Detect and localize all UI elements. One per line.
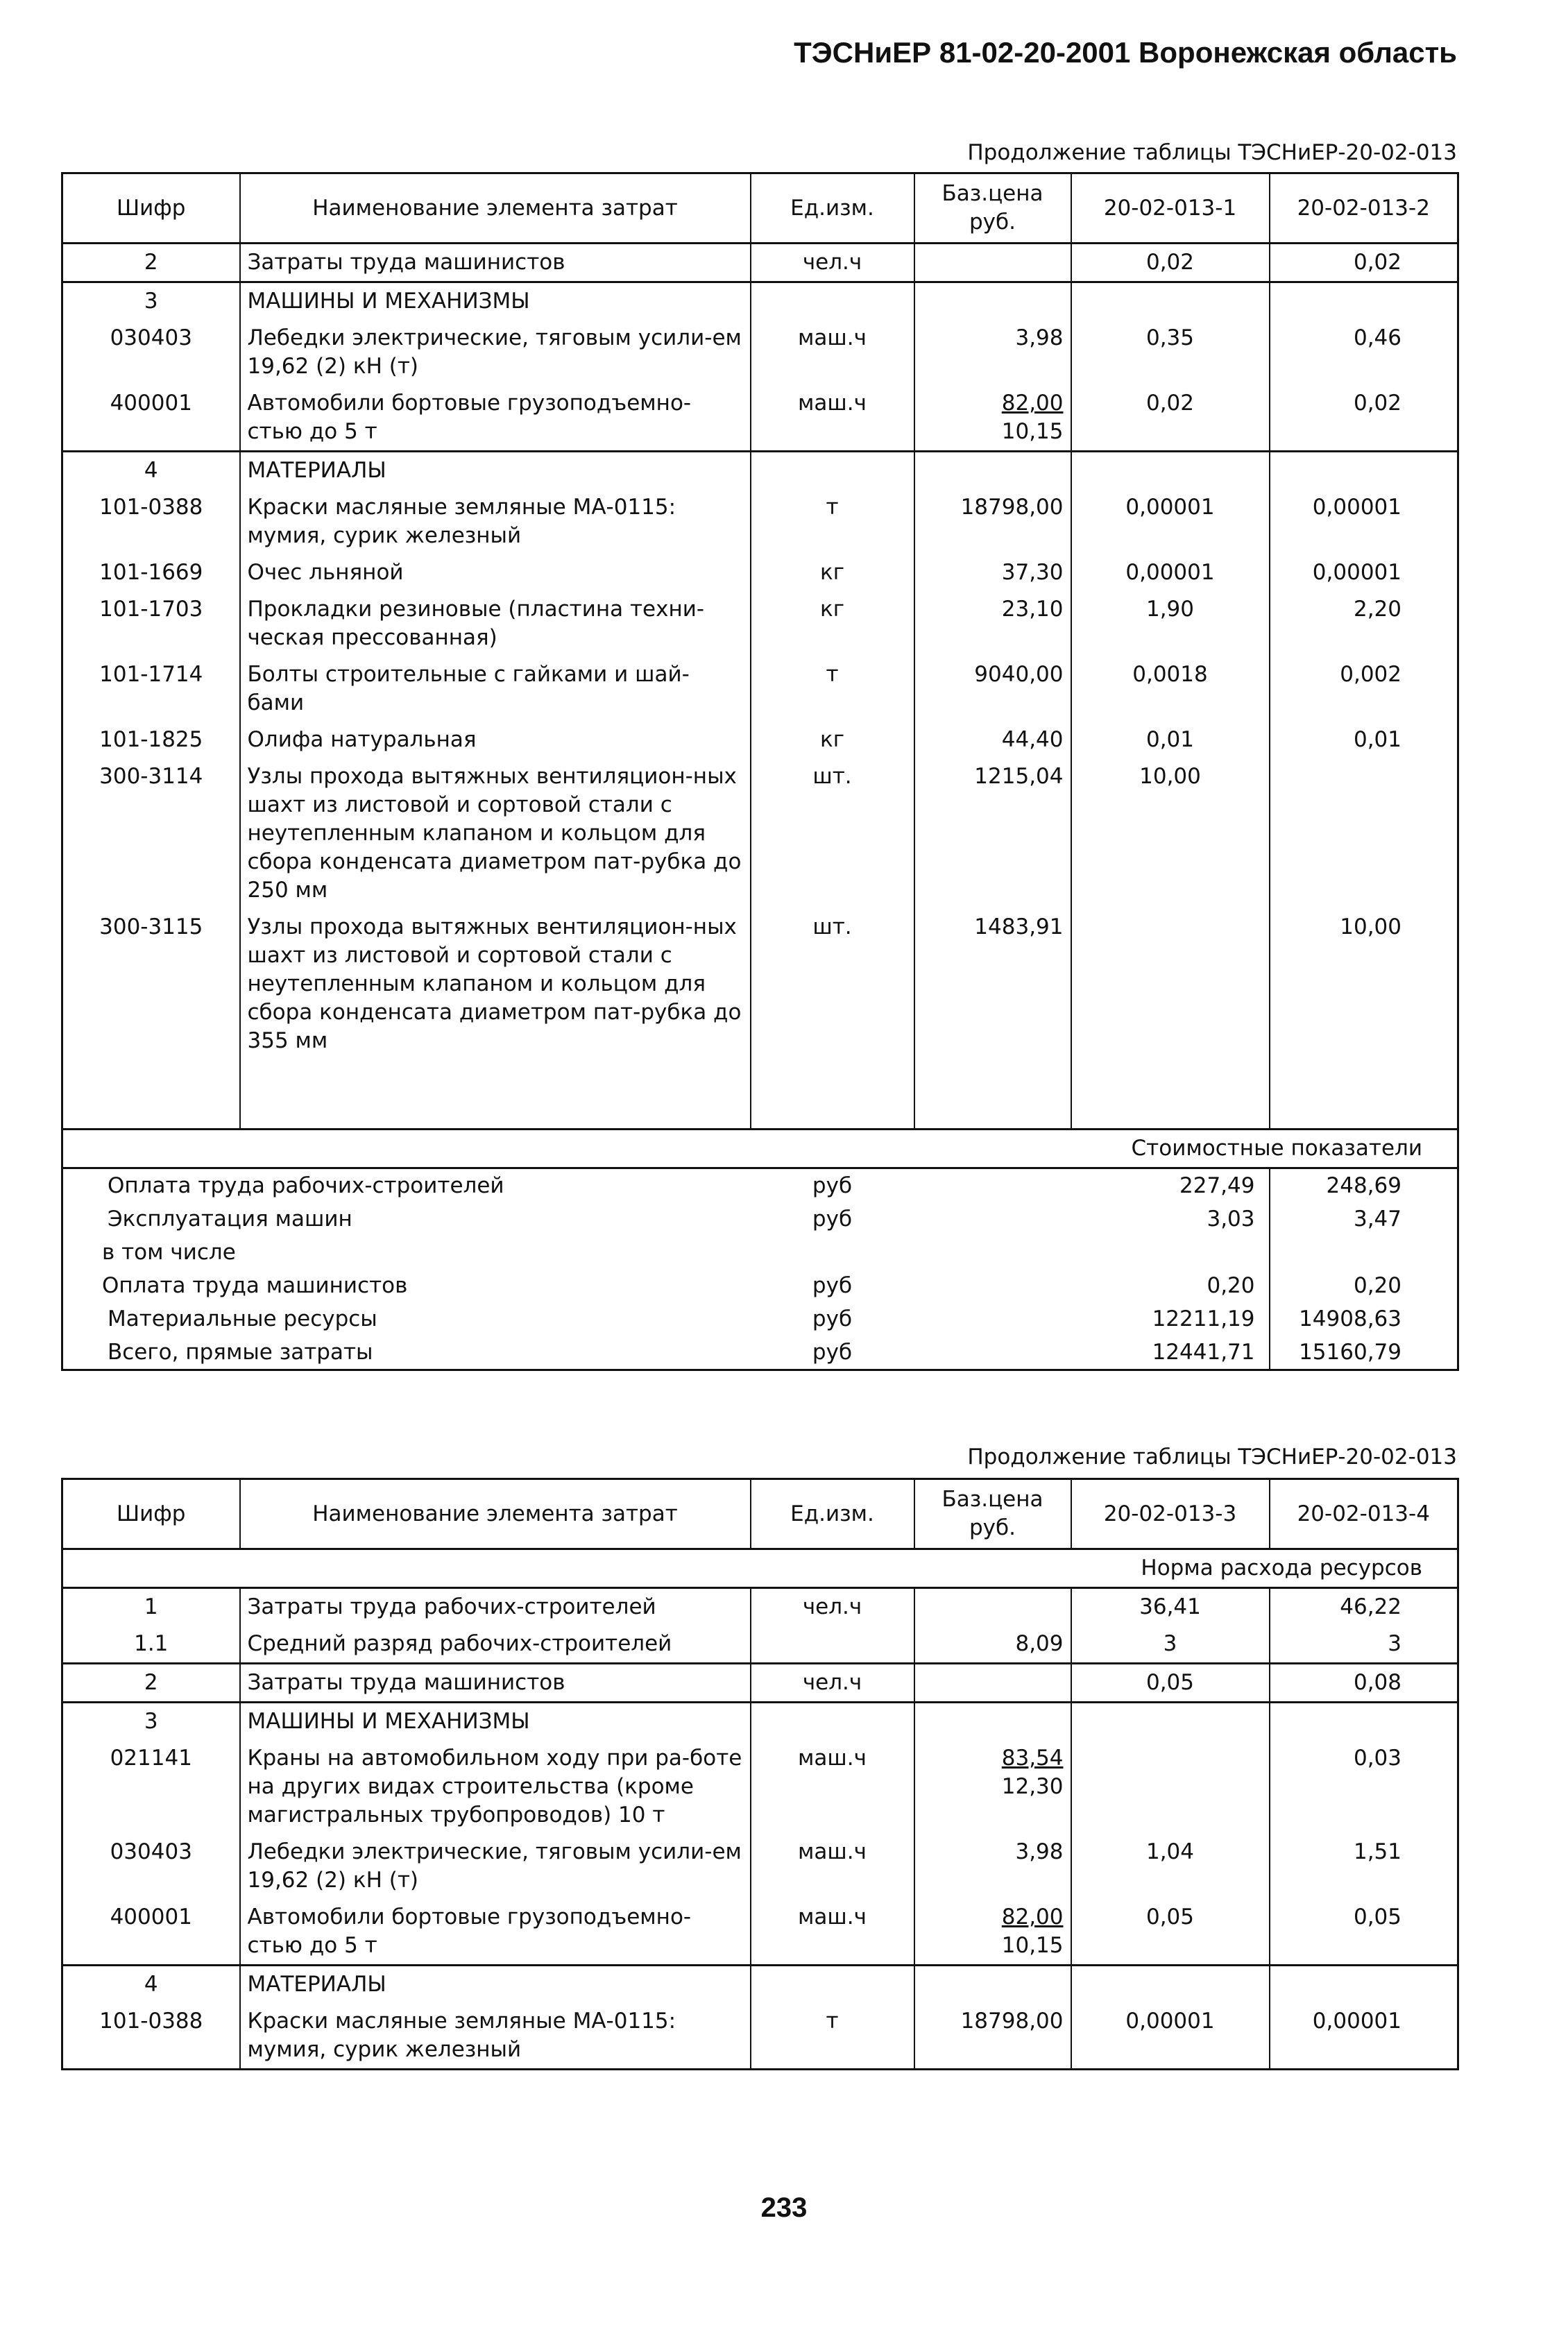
norm-value-1: 0,01 [1071,722,1270,758]
table-row [62,722,1458,758]
summary-row [62,1269,1458,1302]
price-cell [914,722,1071,758]
table-row [62,758,1458,909]
summary-label: Оплата труда машинистов [102,1272,408,1298]
name-cell: Краны на автомобильном ходу при ра-боте на других видах строительства (кроме магистральных трубопроводов) 10 т [240,1740,751,1834]
price-cell [914,385,1071,452]
price-cell [914,1626,1071,1664]
table1-filler-row [62,1059,1458,1129]
norm-value-2: 1,51 [1270,1834,1458,1899]
norm-value-1: 36,41 [1071,1588,1270,1626]
summary-value-1: 0,20 [1207,1272,1255,1298]
unit-cell: чел.ч [751,1588,914,1626]
summary-unit: руб [812,1306,853,1331]
table-row [62,1834,1458,1899]
code-cell: 300-3115 [62,909,240,1059]
cost-indicators-label: Стоимостные показатели [62,1129,1458,1168]
summary-value-2: 0,20 [1270,1269,1458,1302]
table-row [62,1626,1458,1664]
name-cell: Краски масляные земляные МА-0115: мумия, сурик железный [240,2003,751,2070]
name-cell: Узлы прохода вытяжных вентиляцион-ных шахт из листовой и сортовой стали с неутепленным клапаном и кольцом для сбора конденсата диаметром пат-рубка до 355 мм [240,909,751,1059]
summary-value-1 [1071,1236,1270,1269]
price-cell [914,489,1071,554]
unit-cell: шт. [751,758,914,909]
summary-label: Материальные ресурсы [108,1306,377,1331]
norm-value-1: 10,00 [1071,758,1270,909]
table-row [62,489,1458,554]
norm-value-2: 10,00 [1270,909,1458,1059]
norm-value-2: 0,00001 [1270,554,1458,591]
resource-table-1 [61,172,1459,1371]
table2-norm-caption [62,1549,1458,1588]
table2-header-row [62,1479,1458,1549]
norm-value-2: 0,02 [1270,244,1458,282]
summary-value-2: 248,69 [1270,1168,1458,1202]
unit-cell: маш.ч [751,320,914,385]
name-cell: Затраты труда рабочих-строителей [240,1588,751,1626]
summary-empty [914,1336,1071,1370]
norm-value-2: 0,00001 [1270,2003,1458,2070]
price-value: 82,00 [1001,391,1064,416]
price-cell [914,591,1071,656]
unit-cell: кг [751,722,914,758]
unit-cell: чел.ч [751,1664,914,1703]
unit-cell [751,452,914,490]
code-cell: 400001 [62,385,240,452]
price-value: 1483,91 [974,914,1064,939]
summary-label: Всего, прямые затраты [108,1339,373,1365]
code-cell: 030403 [62,320,240,385]
unit-cell: чел.ч [751,244,914,282]
price-value: 3,98 [1015,1839,1064,1864]
table-row [62,554,1458,591]
name-cell: Узлы прохода вытяжных вентиляцион-ных шахт из листовой и сортовой стали с неутепленным клапаном и кольцом для сбора конденсата диаметром пат-рубка до 250 мм [240,758,751,909]
norm-value-1: 0,00001 [1071,554,1270,591]
summary-unit: руб [812,1339,853,1365]
price-value-secondary: 12,30 [1001,1774,1064,1799]
norm-value-1 [1071,1966,1270,2004]
summary-unit: руб [812,1272,853,1298]
unit-cell [751,1966,914,2004]
col-header-price: Баз.цена руб. [914,173,1071,244]
norm-value-2: 46,22 [1270,1588,1458,1626]
table-row [62,320,1458,385]
norm-caption-row [62,1549,1458,1588]
summary-empty [914,1269,1071,1302]
norm-value-1: 0,00001 [1071,489,1270,554]
col-header-unit: Ед.изм. [751,1479,914,1549]
table2-caption: Продолжение таблицы ТЭСНиЕР-20-02-013 [967,1445,1457,1469]
price-cell [914,320,1071,385]
norm-value-2 [1270,1703,1458,1741]
table-row [62,591,1458,656]
summary-label: Оплата труда рабочих-строителей [108,1173,504,1198]
price-value: 9040,00 [974,662,1064,687]
name-cell: МАТЕРИАЛЫ [240,1966,751,2004]
norm-value-1 [1071,282,1270,321]
price-value: 8,09 [1015,1631,1064,1656]
unit-cell: т [751,2003,914,2070]
code-cell: 021141 [62,1740,240,1834]
unit-cell [751,1703,914,1741]
code-cell: 4 [62,452,240,490]
name-cell: Очес льняной [240,554,751,591]
summary-row [62,1168,1458,1202]
price-value: 3,98 [1015,325,1064,350]
price-cell [914,656,1071,722]
name-cell: Автомобили бортовые грузоподъемно-стью до 5 т [240,1899,751,1966]
summary-row [62,1202,1458,1236]
summary-value-2: 15160,79 [1270,1336,1458,1370]
cost-indicators-row [62,1129,1458,1168]
summary-empty [914,1302,1071,1336]
summary-empty [914,1168,1071,1202]
code-cell: 400001 [62,1899,240,1966]
norm-value-2: 0,46 [1270,320,1458,385]
norm-value-1 [1071,1703,1270,1741]
norm-value-1: 0,35 [1071,320,1270,385]
col-header-code: Шифр [62,173,240,244]
table-row [62,1740,1458,1834]
norm-value-2: 0,00001 [1270,489,1458,554]
norm-value-2 [1270,282,1458,321]
name-cell: Затраты труда машинистов [240,244,751,282]
norm-caption-label: Норма расхода ресурсов [62,1549,1458,1588]
norm-value-2: 0,002 [1270,656,1458,722]
norm-value-2: 0,08 [1270,1664,1458,1703]
col-header-norm-1: 20-02-013-1 [1071,173,1270,244]
table-row [62,1966,1458,2004]
table1-body [62,244,1458,1060]
name-cell: МАТЕРИАЛЫ [240,452,751,490]
summary-value-2: 14908,63 [1270,1302,1458,1336]
price-cell [914,1664,1071,1703]
col-header-unit: Ед.изм. [751,173,914,244]
col-header-name: Наименование элемента затрат [240,1479,751,1549]
table-row [62,1899,1458,1966]
document-header: ТЭСНиЕР 81-02-20-2001 Воронежская область [794,36,1457,69]
price-value: 1215,04 [974,764,1064,789]
price-value: 18798,00 [960,495,1064,520]
col-header-name: Наименование элемента затрат [240,173,751,244]
code-cell: 101-1825 [62,722,240,758]
code-cell: 101-0388 [62,2003,240,2070]
code-cell: 2 [62,1664,240,1703]
price-cell [914,282,1071,321]
summary-value-1: 12211,19 [1152,1306,1255,1331]
col-header-price: Баз.цена руб. [914,1479,1071,1549]
norm-value-2: 0,02 [1270,385,1458,452]
price-cell [914,1834,1071,1899]
name-cell: Олифа натуральная [240,722,751,758]
price-value: 44,40 [1001,727,1064,752]
summary-row [62,1336,1458,1370]
table-row [62,452,1458,490]
table-row [62,1664,1458,1703]
norm-value-2 [1270,1966,1458,2004]
summary-unit: руб [812,1173,853,1198]
code-cell: 101-1669 [62,554,240,591]
norm-value-1 [1071,909,1270,1059]
code-cell: 4 [62,1966,240,2004]
unit-cell [751,1626,914,1664]
summary-unit: руб [812,1206,853,1232]
price-cell [914,1588,1071,1626]
price-cell [914,758,1071,909]
norm-value-1: 0,00001 [1071,2003,1270,2070]
summary-row [62,1236,1458,1269]
norm-value-1 [1071,452,1270,490]
summary-value-2 [1270,1236,1458,1269]
table-row [62,282,1458,321]
price-cell [914,1740,1071,1834]
code-cell: 3 [62,1703,240,1741]
table-row [62,244,1458,282]
col-header-norm-2: 20-02-013-2 [1270,173,1458,244]
table1-summary [62,1168,1458,1370]
unit-cell: маш.ч [751,1834,914,1899]
unit-cell: т [751,489,914,554]
code-cell: 2 [62,244,240,282]
price-value: 83,54 [1001,1746,1064,1771]
unit-cell: шт. [751,909,914,1059]
table1-header-row [62,173,1458,244]
summary-empty [914,1236,1071,1269]
summary-value-2: 3,47 [1270,1202,1458,1236]
summary-row [62,1302,1458,1336]
norm-value-2: 0,05 [1270,1899,1458,1966]
norm-value-1: 0,0018 [1071,656,1270,722]
price-cell [914,244,1071,282]
name-cell: МАШИНЫ И МЕХАНИЗМЫ [240,1703,751,1741]
norm-value-1: 3 [1071,1626,1270,1664]
table-row [62,2003,1458,2070]
price-cell [914,554,1071,591]
summary-empty [914,1202,1071,1236]
code-cell: 101-0388 [62,489,240,554]
table-row [62,1588,1458,1626]
page-number: 233 [760,2192,808,2223]
resource-table-2 [61,1478,1459,2070]
price-cell [914,1966,1071,2004]
norm-value-2 [1270,452,1458,490]
unit-cell: маш.ч [751,1899,914,1966]
price-cell [914,1899,1071,1966]
price-value: 37,30 [1001,560,1064,585]
name-cell: Средний разряд рабочих-строителей [240,1626,751,1664]
summary-value-1: 227,49 [1179,1173,1255,1198]
col-header-code: Шифр [62,1479,240,1549]
price-value-secondary: 10,15 [1001,419,1064,444]
code-cell: 030403 [62,1834,240,1899]
norm-value-1: 0,02 [1071,385,1270,452]
price-value: 23,10 [1001,597,1064,622]
table1-caption: Продолжение таблицы ТЭСНиЕР-20-02-013 [967,140,1457,165]
name-cell: Лебедки электрические, тяговым усили-ем 19,62 (2) кН (т) [240,320,751,385]
code-cell: 101-1714 [62,656,240,722]
norm-value-2: 3 [1270,1626,1458,1664]
unit-cell: маш.ч [751,1740,914,1834]
price-cell [914,1703,1071,1741]
code-cell: 101-1703 [62,591,240,656]
name-cell: Краски масляные земляные МА-0115: мумия, сурик железный [240,489,751,554]
summary-label: в том числе [102,1239,236,1265]
name-cell: Прокладки резиновые (пластина техни-ческая прессованная) [240,591,751,656]
table-row [62,909,1458,1059]
norm-value-2: 2,20 [1270,591,1458,656]
summary-label: Эксплуатация машин [108,1206,352,1232]
table-row [62,656,1458,722]
unit-cell: кг [751,591,914,656]
code-cell: 3 [62,282,240,321]
unit-cell [751,282,914,321]
price-cell [914,909,1071,1059]
name-cell: Затраты труда машинистов [240,1664,751,1703]
summary-value-1: 12441,71 [1152,1339,1255,1365]
table-row [62,385,1458,452]
summary-value-1: 3,03 [1207,1206,1255,1232]
summary-unit [751,1236,914,1269]
norm-value-2: 0,03 [1270,1740,1458,1834]
col-header-norm-4: 20-02-013-4 [1270,1479,1458,1549]
norm-value-2 [1270,758,1458,909]
unit-cell: кг [751,554,914,591]
name-cell: Болты строительные с гайками и шай-бами [240,656,751,722]
price-cell [914,2003,1071,2070]
name-cell: Автомобили бортовые грузоподъемно-стью до 5 т [240,385,751,452]
table-row [62,1703,1458,1741]
price-value: 18798,00 [960,2009,1064,2034]
norm-value-1: 0,05 [1071,1899,1270,1966]
price-value: 82,00 [1001,1905,1064,1929]
table1-footer [62,1059,1458,1168]
price-value-secondary: 10,15 [1001,1933,1064,1958]
code-cell: 300-3114 [62,758,240,909]
col-header-norm-3: 20-02-013-3 [1071,1479,1270,1549]
norm-value-1: 1,04 [1071,1834,1270,1899]
price-cell [914,452,1071,490]
unit-cell: маш.ч [751,385,914,452]
norm-value-1: 0,02 [1071,244,1270,282]
table2-body [62,1588,1458,2070]
name-cell: МАШИНЫ И МЕХАНИЗМЫ [240,282,751,321]
code-cell: 1 [62,1588,240,1626]
code-cell: 1.1 [62,1626,240,1664]
norm-value-1: 1,90 [1071,591,1270,656]
name-cell: Лебедки электрические, тяговым усили-ем 19,62 (2) кН (т) [240,1834,751,1899]
unit-cell: т [751,656,914,722]
norm-value-2: 0,01 [1270,722,1458,758]
norm-value-1: 0,05 [1071,1664,1270,1703]
norm-value-1 [1071,1740,1270,1834]
